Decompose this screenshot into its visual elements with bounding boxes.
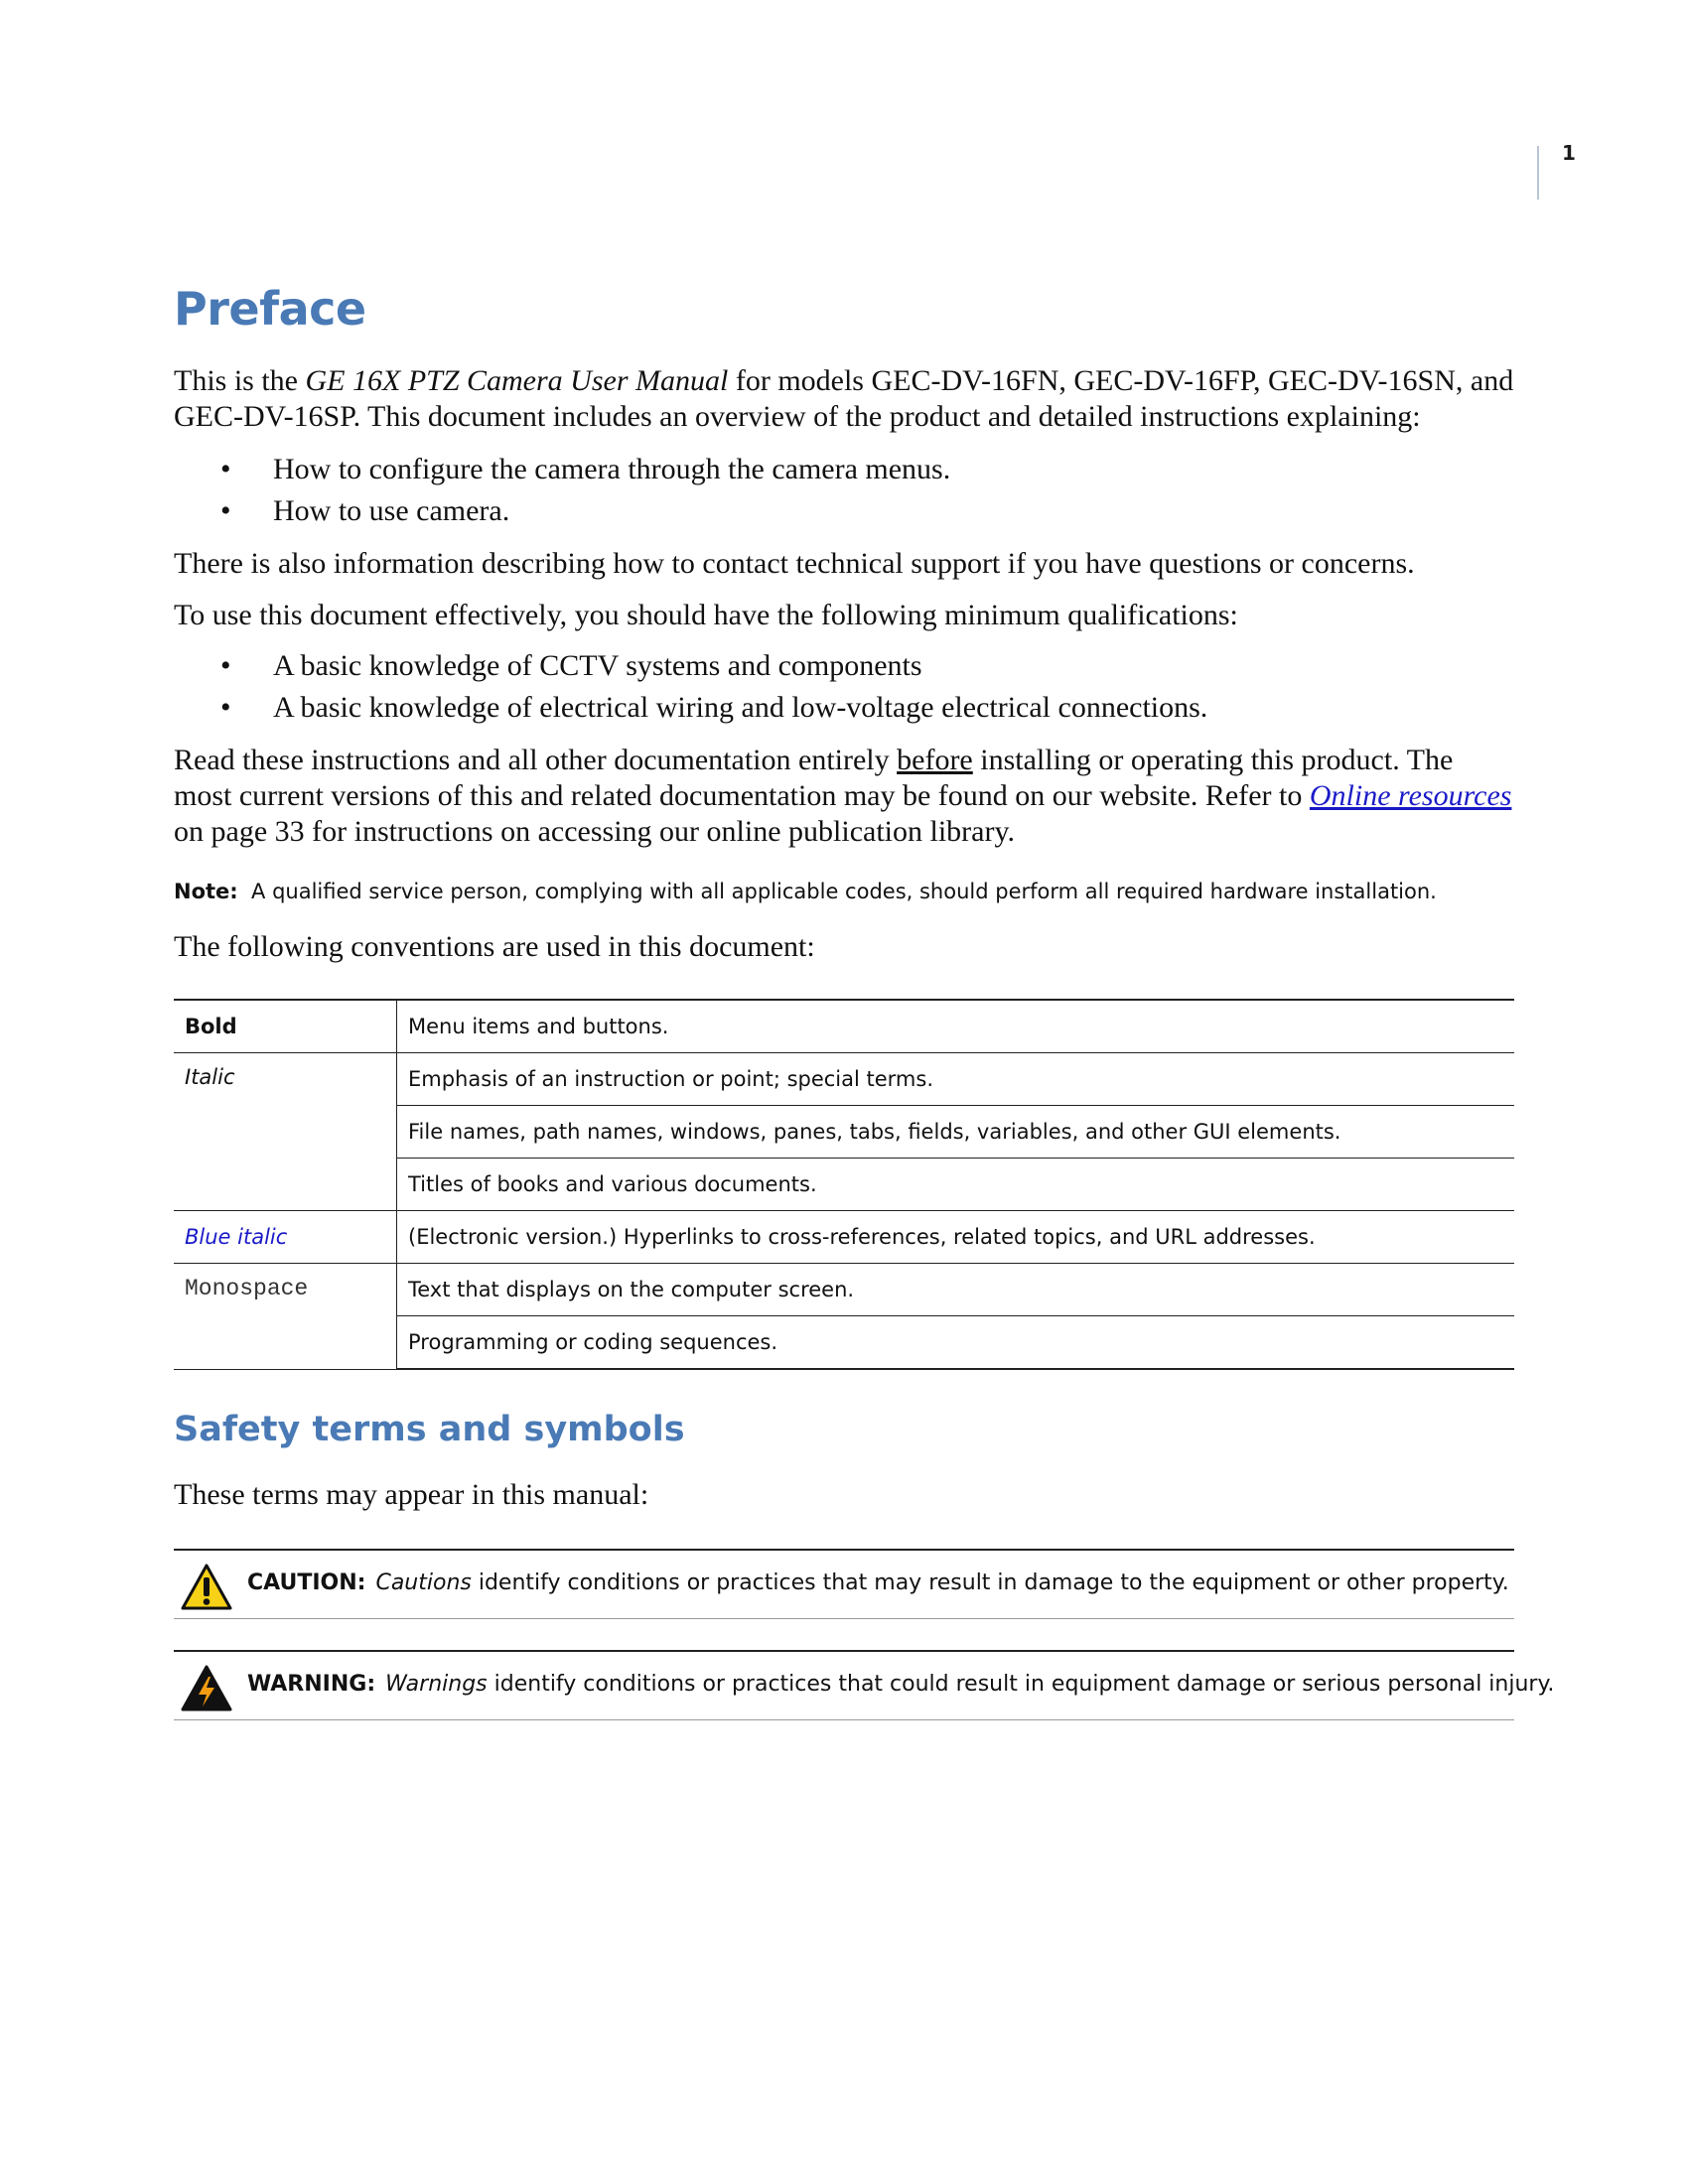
caution-label: CAUTION:: [247, 1570, 366, 1595]
bullet-dot: •: [220, 494, 231, 527]
bullet-dot: •: [220, 453, 231, 485]
convention-term: [174, 1000, 397, 1053]
read-part2: installing or operating this product. The most current versions of this and related documentation may be found on our website. Refer to: [174, 744, 1454, 812]
intro-suffix: for models GEC-DV-16FN, GEC-DV-16FP, GEC-DV-16SN, and GEC-DV-16SP. This document includes an overview of the product and detailed instructions explaining:: [174, 364, 1514, 433]
read-part3: on page 33 for instructions on accessing our online publication library.: [174, 815, 1016, 848]
list-item: [174, 645, 1207, 687]
safety-heading: Safety terms and symbols: [174, 1410, 685, 1449]
page-number: 1: [1562, 141, 1576, 165]
conventions-intro: The following conventions are used in this document:: [174, 930, 815, 963]
caution-emphasis: Cautions: [375, 1570, 472, 1595]
read-instructions-paragraph: [174, 743, 1514, 850]
convention-description: Text that displays on the computer screen.: [397, 1264, 1515, 1316]
qualifications-intro: To use this document effectively, you should have the following minimum qualifications:: [174, 599, 1238, 631]
caution-notice: [174, 1549, 1514, 1619]
convention-description: Titles of books and various documents.: [397, 1159, 1515, 1211]
convention-term: [174, 1264, 397, 1370]
list-item: [174, 490, 950, 532]
safety-intro: These terms may appear in this manual:: [174, 1478, 649, 1511]
term-bold: Bold: [185, 1015, 237, 1038]
page-number-rule: [1537, 146, 1539, 200]
manual-title: GE 16X PTZ Camera User Manual: [305, 364, 729, 397]
term-italic: Italic: [185, 1065, 235, 1089]
before-emphasis: before: [897, 744, 973, 776]
note-label: Note:: [174, 880, 238, 903]
caution-text: [247, 1570, 1509, 1595]
table-row: [174, 1000, 1514, 1053]
table-row: [174, 1211, 1514, 1264]
page-title: Preface: [174, 282, 366, 336]
online-resources-link[interactable]: Online resources: [1309, 779, 1512, 812]
term-blue-italic: Blue italic: [185, 1225, 288, 1249]
note: [174, 878, 1514, 905]
convention-term: [174, 1053, 397, 1211]
intro-prefix: This is the: [174, 364, 306, 397]
convention-description: File names, path names, windows, panes, tabs, fields, variables, and other GUI elements.: [397, 1106, 1515, 1159]
warning-lightning-icon: [180, 1664, 233, 1713]
warning-description: identify conditions or practices that could result in equipment damage or serious personal injury.: [487, 1672, 1555, 1697]
convention-description: Menu items and buttons.: [397, 1000, 1515, 1053]
qualification-bullet-list: [174, 645, 1207, 729]
support-paragraph: There is also information describing how to contact technical support if you have questions or concerns.: [174, 547, 1415, 580]
convention-description: (Electronic version.) Hyperlinks to cross-references, related topics, and URL addresses.: [397, 1211, 1515, 1264]
caution-triangle-icon: [180, 1563, 233, 1612]
list-item-text: How to configure the camera through the camera menus.: [273, 453, 951, 485]
table-row: [174, 1264, 1514, 1316]
warning-notice: [174, 1650, 1555, 1720]
explain-bullet-list: [174, 449, 950, 532]
list-item-text: How to use camera.: [273, 494, 510, 527]
table-row: [174, 1053, 1514, 1106]
bullet-dot: •: [220, 691, 231, 724]
conventions-table: [174, 999, 1514, 1370]
list-item: [174, 687, 1207, 729]
warning-label: WARNING:: [247, 1672, 376, 1697]
note-text: A qualified service person, complying with all applicable codes, should perform all required hardware installation.: [251, 880, 1437, 903]
intro-paragraph: [174, 363, 1514, 435]
warning-emphasis: Warnings: [385, 1672, 488, 1697]
term-monospace: Monospace: [185, 1276, 309, 1301]
convention-term: [174, 1211, 397, 1264]
warning-text: [247, 1672, 1554, 1697]
list-item: [174, 449, 950, 490]
caution-description: identify conditions or practices that may result in damage to the equipment or other property.: [471, 1570, 1509, 1595]
list-item-text: A basic knowledge of electrical wiring and low-voltage electrical connections.: [273, 691, 1208, 724]
list-item-text: A basic knowledge of CCTV systems and components: [273, 649, 922, 682]
read-part1: Read these instructions and all other documentation entirely: [174, 744, 898, 776]
convention-description: Programming or coding sequences.: [397, 1316, 1515, 1370]
convention-description: Emphasis of an instruction or point; special terms.: [397, 1053, 1515, 1106]
bullet-dot: •: [220, 649, 231, 682]
